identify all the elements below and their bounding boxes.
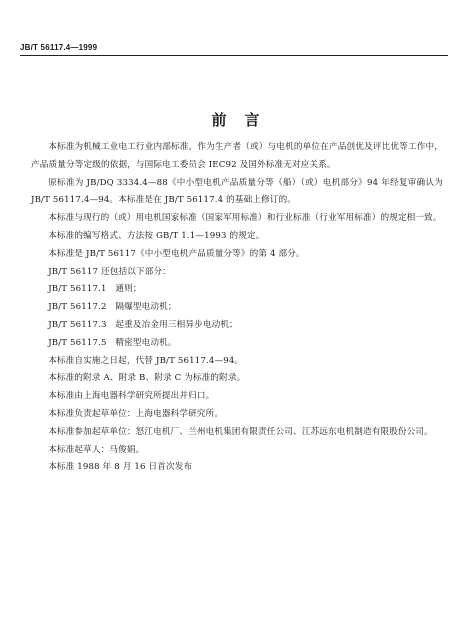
page-title: 前言 <box>211 111 278 129</box>
paragraph-2: 原标准为 JB/DQ 3334.4—88《中小型电机产品质量分等（船）（或）电机部分》94 年经复审确认为 JB/T 56117.4—94。本标准是在 JB/T 56117.4 的基础上修订的。 <box>31 177 443 206</box>
paragraph-3: 本标准与现行的（或）用电机国家标准（国家军用标准）和行业标准（行业军用标准）的规定相一致。 <box>48 213 442 224</box>
paragraph-drafters: 本标准起草人：马俊娟。 <box>48 444 145 455</box>
paragraph-6: JB/T 56117 还包括以下部分： <box>48 266 171 277</box>
list-item-part-5: JB/T 56117.5 精密型电动机。 <box>48 337 177 348</box>
paragraph-participants: 本标准参加起草单位：怒江电机厂、兰州电机集团有限责任公司、江苏远东电机制造有限股份公司。 <box>48 426 433 437</box>
paragraph-proposer: 本标准由上海电器科学研究所提出并归口。 <box>48 391 215 402</box>
paragraph-5: 本标准是 JB/T 56117《中小型电机产品质量分等》的第 4 部分。 <box>48 248 305 259</box>
paragraph-drafter-unit: 本标准负责起草单位：上海电器科学研究所。 <box>48 408 224 419</box>
standard-code: JB/T 56117.4—1999 <box>20 43 98 52</box>
document-body <box>31 139 443 477</box>
paragraph-1: 本标准为机械工业电工行业内部标准，作为生产者（或）与电机的单位在产品创优及评比优等工作中，产品质量分等定级的依据，与国际电工委员会 IEC92 及国外标准无对应关系。 <box>31 142 443 170</box>
header-divider <box>20 55 448 56</box>
list-item-part-3: JB/T 56117.3 起重及冶金用三相异步电动机； <box>48 319 238 330</box>
paragraph-4: 本标准的编写格式、方法按 GB/T 1.1—1993 的规定。 <box>48 230 265 241</box>
list-item-part-1: JB/T 56117.1 通则； <box>48 284 142 295</box>
list-item-part-2: JB/T 56117.2 隔爆型电动机； <box>48 302 177 313</box>
paragraph-appendix: 本标准的附录 A、附录 B、附录 C 为标准的附录。 <box>48 373 246 384</box>
paragraph-replaces: 本标准自实施之日起，代替 JB/T 56117.4—94。 <box>48 355 244 366</box>
paragraph-first-issue: 本标准 1988 年 8 月 16 日首次发布 <box>48 462 193 473</box>
